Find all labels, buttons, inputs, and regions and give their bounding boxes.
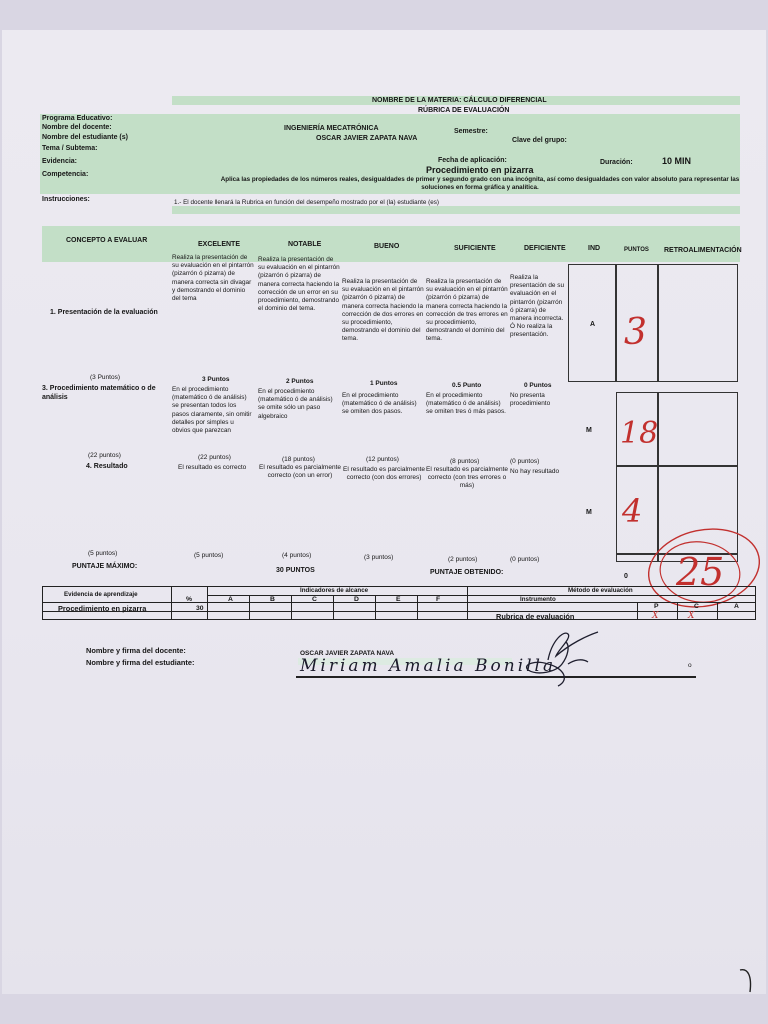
row3-deficiente: No hay resultado xyxy=(510,468,560,475)
percent-header: % xyxy=(186,596,193,603)
row2-score-def: (0 puntos) xyxy=(510,458,540,465)
ind-1: A xyxy=(590,321,596,328)
retro-box-2 xyxy=(658,392,738,466)
row3-score-def: (0 puntos) xyxy=(510,556,540,563)
competence-value: Aplica las propiedades de los números reales, desigualdades de primer y segundo grado con una incógnita, así como desigualdades con valor absoluto para representar las soluciones en forma gráfica y analítica. xyxy=(220,176,740,191)
indicator-e: E xyxy=(396,596,401,603)
page-edge-mark xyxy=(738,966,762,994)
col-notable: NOTABLE xyxy=(288,241,322,248)
evidence-header: Evidencia de aprendizaje xyxy=(64,591,138,598)
row3-score-exc: (5 puntos) xyxy=(194,552,224,559)
teacher-signature-value: OSCAR JAVIER ZAPATA NAVA xyxy=(300,650,395,657)
evidence-label: Evidencia: xyxy=(42,158,78,165)
row1-score-not: 2 Puntos xyxy=(286,378,314,385)
row2-notable: En el procedimiento (matemático ó de análisis) se omite sólo un paso algebraico xyxy=(258,388,333,420)
col-excelente: EXCELENTE xyxy=(198,241,241,248)
col-retro: RETROALIMENTACIÓN xyxy=(664,247,742,254)
col-suficiente: SUFICIENTE xyxy=(454,245,496,252)
col-bueno: BUENO xyxy=(374,243,400,250)
instrument-header: Instrumento xyxy=(520,596,556,603)
indicator-d: D xyxy=(354,596,359,603)
instrument-value-cell: Rubrica de evaluación xyxy=(496,612,575,621)
student-signature-line xyxy=(296,676,696,678)
grade-3: 4 xyxy=(622,492,643,530)
indicator-a: A xyxy=(228,596,233,603)
row3-score-bue: (3 puntos) xyxy=(364,554,394,561)
ind-2: M xyxy=(586,427,592,434)
row2-score-suf: (8 puntos) xyxy=(450,458,480,465)
program-value: INGENIERÍA MECATRÓNICA xyxy=(284,125,379,132)
ind-3: M xyxy=(586,509,592,516)
topic-label: Tema / Subtema: xyxy=(42,145,98,152)
row2-score-bue: (12 puntos) xyxy=(366,456,399,463)
row3-notable: El resultado es parcialmente correcto (con un error) xyxy=(258,464,341,479)
indicator-b: B xyxy=(270,596,275,603)
pca-p: P xyxy=(654,603,659,610)
row2-score-not: (18 puntos) xyxy=(282,456,315,463)
retro-box-1 xyxy=(658,264,738,382)
row3-score-not: (4 puntos) xyxy=(282,552,312,559)
mark-p: X xyxy=(652,611,659,621)
row3-bueno: El resultado es parcialmente correcto (con dos errores) xyxy=(342,466,425,481)
instructions-value: 1.- El docente llenará la Rubrica en función del desempeño mostrado por el (la) estudiante (es) xyxy=(174,199,439,206)
row2-excelente: En el procedimiento (matemático ó de análisis) se presentan todos los pasos claramente, sin omitir detalles por simples u obvios que parezcan xyxy=(172,386,252,435)
page-edge-stroke xyxy=(740,970,751,992)
student-label: Nombre del estudiante (s) xyxy=(42,134,128,141)
instructions-label: Instrucciones: xyxy=(42,196,90,203)
rubric-sheet xyxy=(2,30,766,994)
method-header: Método de evaluación xyxy=(568,587,633,594)
semester-label: Semestre: xyxy=(454,128,488,135)
pca-a: A xyxy=(734,603,739,610)
row1-excelente: Realiza la presentación de su evaluación en el pintarrón (pizarrón ó pizarra) de manera correcta sin divagar y demostrando el dominio del tema xyxy=(172,254,254,303)
teacher-value: OSCAR JAVIER ZAPATA NAVA xyxy=(316,135,418,142)
row1-suficiente: Realiza la presentación de su evaluación en el pintarrón (pizarrón ó pizarra) de manera correcta haciendo la corrección de tres errores en su procedimiento, demostrando el dominio del tema. xyxy=(426,278,508,343)
points-label-3: (5 puntos) xyxy=(88,550,118,557)
row3-score-suf: (2 puntos) xyxy=(448,556,478,563)
student-signature-tail: o xyxy=(688,662,692,669)
row1-notable: Realiza la presentación de su evaluación en el pintarrón (pizarrón ó pizarra) de manera correcta haciendo la corrección de un error en su procedimiento, demostrando el dominio del tema. xyxy=(258,256,340,313)
group-label: Clave del grupo: xyxy=(512,137,567,144)
row1-score-bue: 1 Puntos xyxy=(370,380,398,387)
pca-c: C xyxy=(694,603,699,610)
col-deficiente: DEFICIENTE xyxy=(524,245,566,252)
mark-c: X xyxy=(688,611,695,621)
row3-excelente: El resultado es correcto xyxy=(178,464,247,471)
competence-label: Competencia: xyxy=(42,171,89,178)
indicators-header: Indicadores de alcance xyxy=(300,587,369,594)
grade-1: 3 xyxy=(624,312,647,353)
teacher-signature-label: Nombre y firma del docente: xyxy=(86,646,186,655)
concept-3: 4. Resultado xyxy=(86,463,128,470)
duration-label: Duración: xyxy=(600,159,633,166)
instructions-band xyxy=(172,206,740,214)
rubric-title: RÚBRICA DE EVALUACIÓN xyxy=(418,107,510,114)
row1-score-suf: 0.5 Punto xyxy=(452,382,482,389)
row1-deficiente: Realiza la presentación de su evaluación en el pintarrón (pizarrón ó pizarra) de manera incorrecta. Ó No realiza la presentación. xyxy=(510,274,565,339)
teacher-label: Nombre del docente: xyxy=(42,124,112,131)
row2-suficiente: En el procedimiento (matemático ó de análisis) se omiten tres ó más pasos. xyxy=(426,392,506,416)
signature-stroke-1 xyxy=(527,632,598,686)
row1-score-def: 0 Puntos xyxy=(524,382,552,389)
row2-bueno: En el procedimiento (matemático ó de análisis) se omiten dos pasos. xyxy=(342,392,417,416)
row1-bueno: Realiza la presentación de su evaluación en el pintarrón (pizarrón ó pizarra) de manera correcta haciendo la corrección de dos errores en su procedimiento, demostrando el dominio del tema. xyxy=(342,278,424,343)
row2-deficiente: No presenta procedimiento xyxy=(510,392,551,408)
date-label: Fecha de aplicación: xyxy=(438,157,507,164)
student-signature-label: Nombre y firma del estudiante: xyxy=(86,658,195,667)
max-score-label: PUNTAJE MÁXIMO: xyxy=(72,563,138,570)
student-signature-handwritten: Miriam Amalia Bonilla xyxy=(300,656,557,676)
evaluation-table xyxy=(42,586,756,620)
points-label-2: (22 puntos) xyxy=(88,452,121,459)
row2-score-exc: (22 puntos) xyxy=(198,454,231,461)
obtained-label: PUNTAJE OBTENIDO: xyxy=(430,569,504,576)
program-label: Programa Educativo: xyxy=(42,115,113,122)
evidence-value-cell: Procedimiento en pizarra xyxy=(58,604,147,613)
concept-1: 1. Presentación de la evaluación xyxy=(50,309,158,316)
max-score-value: 30 PUNTOS xyxy=(276,567,315,574)
evidence-value: Procedimiento en pizarra xyxy=(426,165,534,175)
percent-value-cell: 30 xyxy=(196,605,204,612)
indicator-f: F xyxy=(436,596,441,603)
indicator-c: C xyxy=(312,596,317,603)
signature-scribble-icon xyxy=(508,620,618,690)
grade-2: 18 xyxy=(620,416,659,451)
total-score-handwritten: 25 xyxy=(676,550,725,594)
col-ind: IND xyxy=(588,245,601,252)
row3-suficiente: El resultado es parcialmente correcto (con tres errores o más) xyxy=(426,466,509,489)
row1-score-exc: 3 Puntos xyxy=(202,376,230,383)
col-puntos: PUNTOS xyxy=(624,247,649,253)
subject-title: NOMBRE DE LA MATERIA: CÁLCULO DIFERENCIAL xyxy=(372,97,547,104)
points-label-1: (3 Puntos) xyxy=(90,374,120,381)
obtained-printed: 0 xyxy=(624,573,628,580)
col-concepto: CONCEPTO A EVALUAR xyxy=(66,237,148,244)
concept-2: 3. Procedimiento matemático o de análisis xyxy=(42,385,156,401)
duration-value: 10 MIN xyxy=(662,156,692,166)
